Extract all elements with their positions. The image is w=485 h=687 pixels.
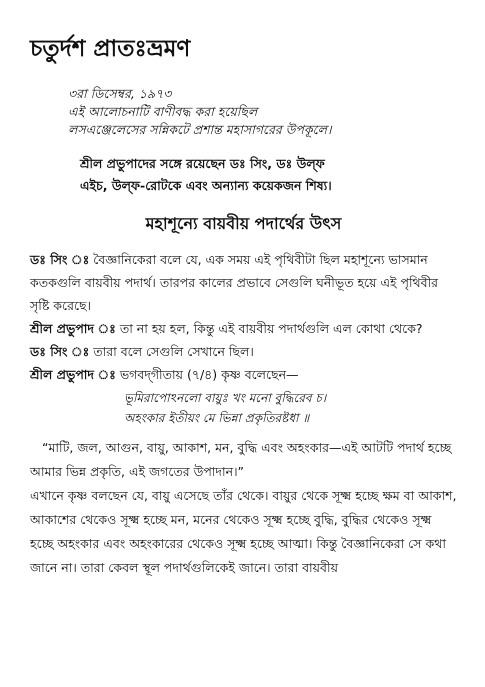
speaker-label: ডঃ সিং ঃ (30, 344, 90, 359)
speech-text: তা না হয় হল, কিন্তু এই বায়বীয় পদার্থগুলি এল কোথা থেকে? (119, 321, 423, 336)
dialogue-turn (30, 317, 457, 340)
sanskrit-verse (124, 388, 457, 428)
dialogue (30, 248, 457, 386)
explanation-paragraph: এখানে কৃষ্ণ বলছেন যে, বায়ু এসেছে তাঁর থেকে। বায়ুর থেকে সূক্ষ্ম হচ্ছে ক্ষম বা আকাশ, আকাশের থেকেও সূক্ষ্ম হচ্ছে মন, মনের থেকেও সূক্ষ্ম হচ্ছে বুদ্ধি, বুদ্ধির থেকেও সূক্ষ্ম হচ্ছে অহংকার এবং অহংকারের থেকেও সূক্ষ্ম হচ্ছে আত্মা। কিন্তু বৈজ্ঞানিকেরা সে কথা জানে না। তারা কেবল স্থূল পদার্থগুলিকেই জানে। তারা বায়বীয় (30, 488, 457, 575)
recording-note-line-2: লসএঞ্জেলেসের সন্নিকটে প্রশান্ত মহাসাগরের উপকূলে। (68, 122, 332, 137)
recording-info (68, 85, 457, 139)
verse-line-2: অহংকার ইতীয়ং মে ভিন্না প্রকৃতিরষ্টধা ॥ (124, 411, 310, 425)
section-heading: মহাশূন্যে বায়বীয় পদার্থের উৎস (145, 214, 342, 233)
speech-text: তারা বলে সেগুলি সেখানে ছিল। (93, 344, 254, 359)
verse-line-1: ভূমিরাপোঽনলো বায়ুঃ খং মনো বুদ্ধিরেব চ। (124, 391, 327, 405)
dialogue-turn (30, 363, 457, 386)
speaker-label: শ্রীল প্রভুপাদ ঃ (30, 367, 116, 382)
speaker-label: শ্রীল প্রভুপাদ ঃ (30, 321, 116, 336)
recording-date: ৩রা ডিসেম্বর, ১৯৭৩ (68, 86, 172, 101)
participants-line-2: এইচ, উল্‌ফ-রোটকে এবং অন্যান্য কয়েকজন শিষ্য। (80, 178, 332, 193)
verse-translation: “মাটি, জল, আগুন, বায়ু, আকাশ, মন, বুদ্ধি এবং অহংকার—এই আটটি পদার্থ হচ্ছে আমার ভিন্ন প্রকৃতি, এই জগতের উপাদান।” (30, 440, 452, 479)
dialogue-turn (30, 340, 457, 363)
speaker-label: ডঃ সিং ঃ (30, 252, 90, 267)
chapter-title: চতুর্দশ প্রাতঃভ্রমণ (30, 36, 191, 62)
dialogue-turn (30, 248, 457, 317)
participants-line-1: শ্রীল প্রভুপাদের সঙ্গে রয়েছেন ডঃ সিং, ডঃ উল্‌ফ (80, 156, 325, 171)
speech-text: বৈজ্ঞানিকেরা বলে যে, এক সময় এই পৃথিবীটা ছিল মহাশূন্যে ভাসমান কতকগুলি বায়বীয় পদার্থ। তারপর কালের প্রভাবে সেগুলি ঘনীভূত হয়ে এই পৃথিবীর সৃষ্টি করেছে। (30, 252, 439, 313)
participants-note (80, 153, 457, 197)
recording-note-line-1: এই আলোচনাটি বাণীবদ্ধ করা হয়েছিল (68, 104, 258, 119)
speech-text: ভগবদ্‌গীতায় (৭/৪) কৃষ্ণ বলেছেন— (119, 367, 299, 382)
